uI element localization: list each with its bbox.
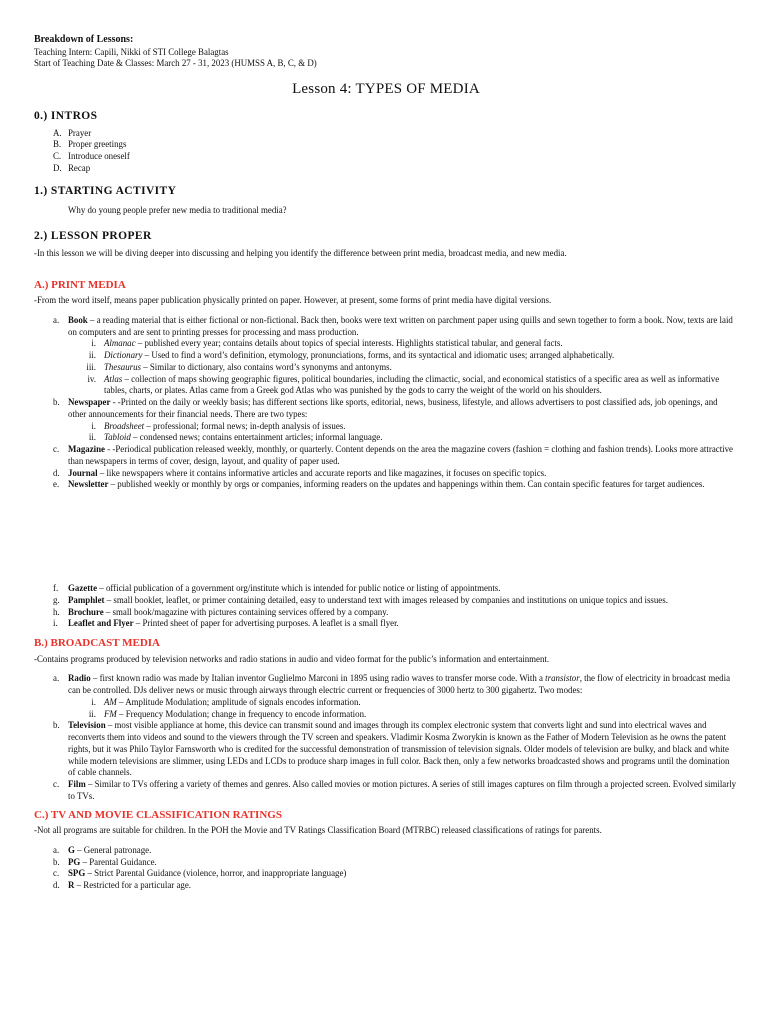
- starting-heading: 1.) STARTING ACTIVITY: [34, 184, 177, 197]
- starting-question: Why do young people prefer new media to traditional media?: [68, 204, 287, 215]
- list-item: b. Television – most visible appliance at home, this device can transmit sound and images through its complex electronic system that converts light and sund into electrical waves and reconverts them into videos and sound to the viewers through the TV screen and speakers. Vladimir Kosma Zworykin is known as the Father of Modern Television as he owns the patent rights, but it was Philo Taylor Farnsworth who is credited for the successful demonstration of transmission of television signals. Older models of television are bulky, and black and white while modern televisions are slimmer, using LEDs and LCDs to produce sharp images in full color. Back then, only a few networks broadcasted shows and programs until the domination of cable channels.: [53, 720, 730, 778]
- list-item: B. Proper greetings: [53, 139, 127, 150]
- list-item: i. AM – Amplitude Modulation; amplitude of signals encodes information.: [91, 696, 361, 707]
- ratings-heading: C.) TV AND MOVIE CLASSIFICATION RATINGS: [34, 808, 282, 821]
- list-item: ii. FM – Frequency Modulation; change in frequency to encode information.: [88, 708, 367, 719]
- list-item: i. Leaflet and Flyer – Printed sheet of paper for advertising purposes. A leaflet is a small flyer.: [53, 618, 399, 629]
- list-item: c. SPG – Strict Parental Guidance (violence, horror, and inappropriate language): [53, 868, 347, 879]
- list-item: C. Introduce oneself: [53, 151, 130, 162]
- list-item: A. Prayer: [53, 127, 92, 138]
- print-media-intro: -From the word itself, means paper publication physically printed on paper. However, at present, some forms of print media have digital versions.: [34, 295, 552, 306]
- ratings-intro: -Not all programs are suitable for children. In the POH the Movie and TV Ratings Classification Board (MTRBC) released classifications of ratings for parents.: [34, 825, 602, 836]
- list-item: d. R – Restricted for a particular age.: [53, 880, 191, 891]
- book-sublist: [34, 338, 738, 397]
- list-item: g. Pamphlet – small booklet, leaflet, or primer containing detailed, easy to understand text with images released by companies and institutions on unique topics and issues.: [53, 594, 668, 605]
- radio-sublist: [34, 697, 738, 721]
- list-item-radio: a. Radio – first known radio was made by Italian inventor Guglielmo Marconi in 1895 using radio waves to transfer morse code. With a transistor, the flow of electricity in broadcast media can be controlled. DJs deliver news or music through airways through electric current or frequencies of 3000 hertz to 300 gigahertz. Two modes:: [53, 673, 731, 696]
- lesson-title: Lesson 4: TYPES OF MEDIA: [292, 80, 480, 97]
- list-item: h. Brochure – small book/magazine with pictures containing services offered by a company.: [53, 606, 389, 617]
- print-media-list-d: [34, 583, 738, 630]
- print-media-list: [34, 315, 738, 339]
- lesson-proper-intro: -In this lesson we will be diving deeper into discussing and helping you identify the difference between print media, broadcast media, and new media.: [34, 247, 567, 258]
- list-item: f. Gazette – official publication of a government org/institute which is intended for public notice or listing of appointments.: [53, 583, 501, 594]
- broadcast-list: [34, 673, 738, 697]
- list-item-book: a. Book – a reading material that is either fictional or non-fictional. Back then, books were text written on parchment paper using quills and sewn together to form a book. Now, texts are laid on computers and are sent to printing presses for processing and mass production.: [53, 314, 733, 337]
- list-item: iii. Thesaurus – Similar to dictionary, also contains word’s synonyms and antonyms.: [86, 361, 392, 372]
- intern-line: Teaching Intern: Capili, Nikki of STI College Balagtas: [34, 46, 229, 57]
- list-item: e. Newsletter – published weekly or monthly by orgs or companies, informing readers on the updates and happenings within them. Can contain specific features for target audiences.: [53, 479, 705, 490]
- list-item: c. Film – Similar to TVs offering a variety of themes and genres. Also called movies or motion pictures. A series of still images captures on film through a projected screen. Evolved similarly to TVs.: [53, 779, 737, 801]
- list-item-newspaper: b. Newspaper - -Printed on the daily or weekly basis; has different sections like sports, editorial, news, business, lifestyle, and allows advertisers to post classified ads, job openings, and other announcements for their financial needs. There are two types:: [53, 397, 718, 419]
- broadcast-media-heading: B.) BROADCAST MEDIA: [34, 637, 161, 650]
- ratings-list: [34, 845, 738, 892]
- intros-list: [34, 128, 738, 175]
- broadcast-media-intro: -Contains programs produced by television networks and radio stations in audio and video format for the public’s information and entertainment.: [34, 653, 550, 664]
- print-media-heading: A.) PRINT MEDIA: [34, 278, 126, 291]
- broadcast-list-b: [34, 720, 738, 802]
- list-item: a. G – General patronage.: [53, 844, 152, 855]
- list-item: d. Journal – like newspapers where it contains informative articles and accurate reports and like magazines, it focuses on specific topics.: [53, 467, 547, 478]
- list-item: c. Magazine - -Periodical publication released weekly, monthly, or quarterly. Content depends on the area the magazine covers (fashion = clothing and fashion trends). Looks more attractive than newspapers in terms of cover, design, layout, and quality of paper used.: [53, 444, 734, 466]
- lesson-proper-heading: 2.) LESSON PROPER: [34, 229, 152, 242]
- print-media-list-b: [34, 397, 738, 421]
- list-item: iv. Atlas – collection of maps showing geographic figures, political boundaries, including the climactic, social, and economical statistics of a specific area as well as informative tables, charts, or plates. Atlas came from a Greek god Atlas who was punished by the gods to carry the weight of the world on his shoulders.: [87, 373, 720, 396]
- start-line: Start of Teaching Date & Classes: March 27 - 31, 2023 (HUMSS A, B, C, & D): [34, 57, 317, 68]
- intros-heading: 0.) INTROS: [34, 109, 98, 122]
- list-item: ii. Tabloid – condensed news; contains entertainment articles; informal language.: [88, 432, 383, 443]
- list-item: b. PG – Parental Guidance.: [53, 856, 157, 867]
- document-header: [34, 34, 738, 69]
- list-item: i. Almanac – published every year; contains details about topics of special interests. Highlights statistical tabular, and general facts.: [91, 338, 563, 349]
- list-item: D. Recap: [53, 162, 91, 173]
- print-media-list-c: [34, 444, 738, 491]
- list-item: i. Broadsheet – professional; formal news; in-depth analysis of issues.: [91, 420, 346, 431]
- page-gap: [34, 491, 738, 583]
- breakdown-title: Breakdown of Lessons:: [34, 34, 134, 45]
- newspaper-sublist: [34, 421, 738, 445]
- list-item: ii. Dictionary – Used to find a word’s definition, etymology, pronunciations, forms, and its syntactical and idiomatic uses; arranged alphabetically.: [88, 350, 615, 361]
